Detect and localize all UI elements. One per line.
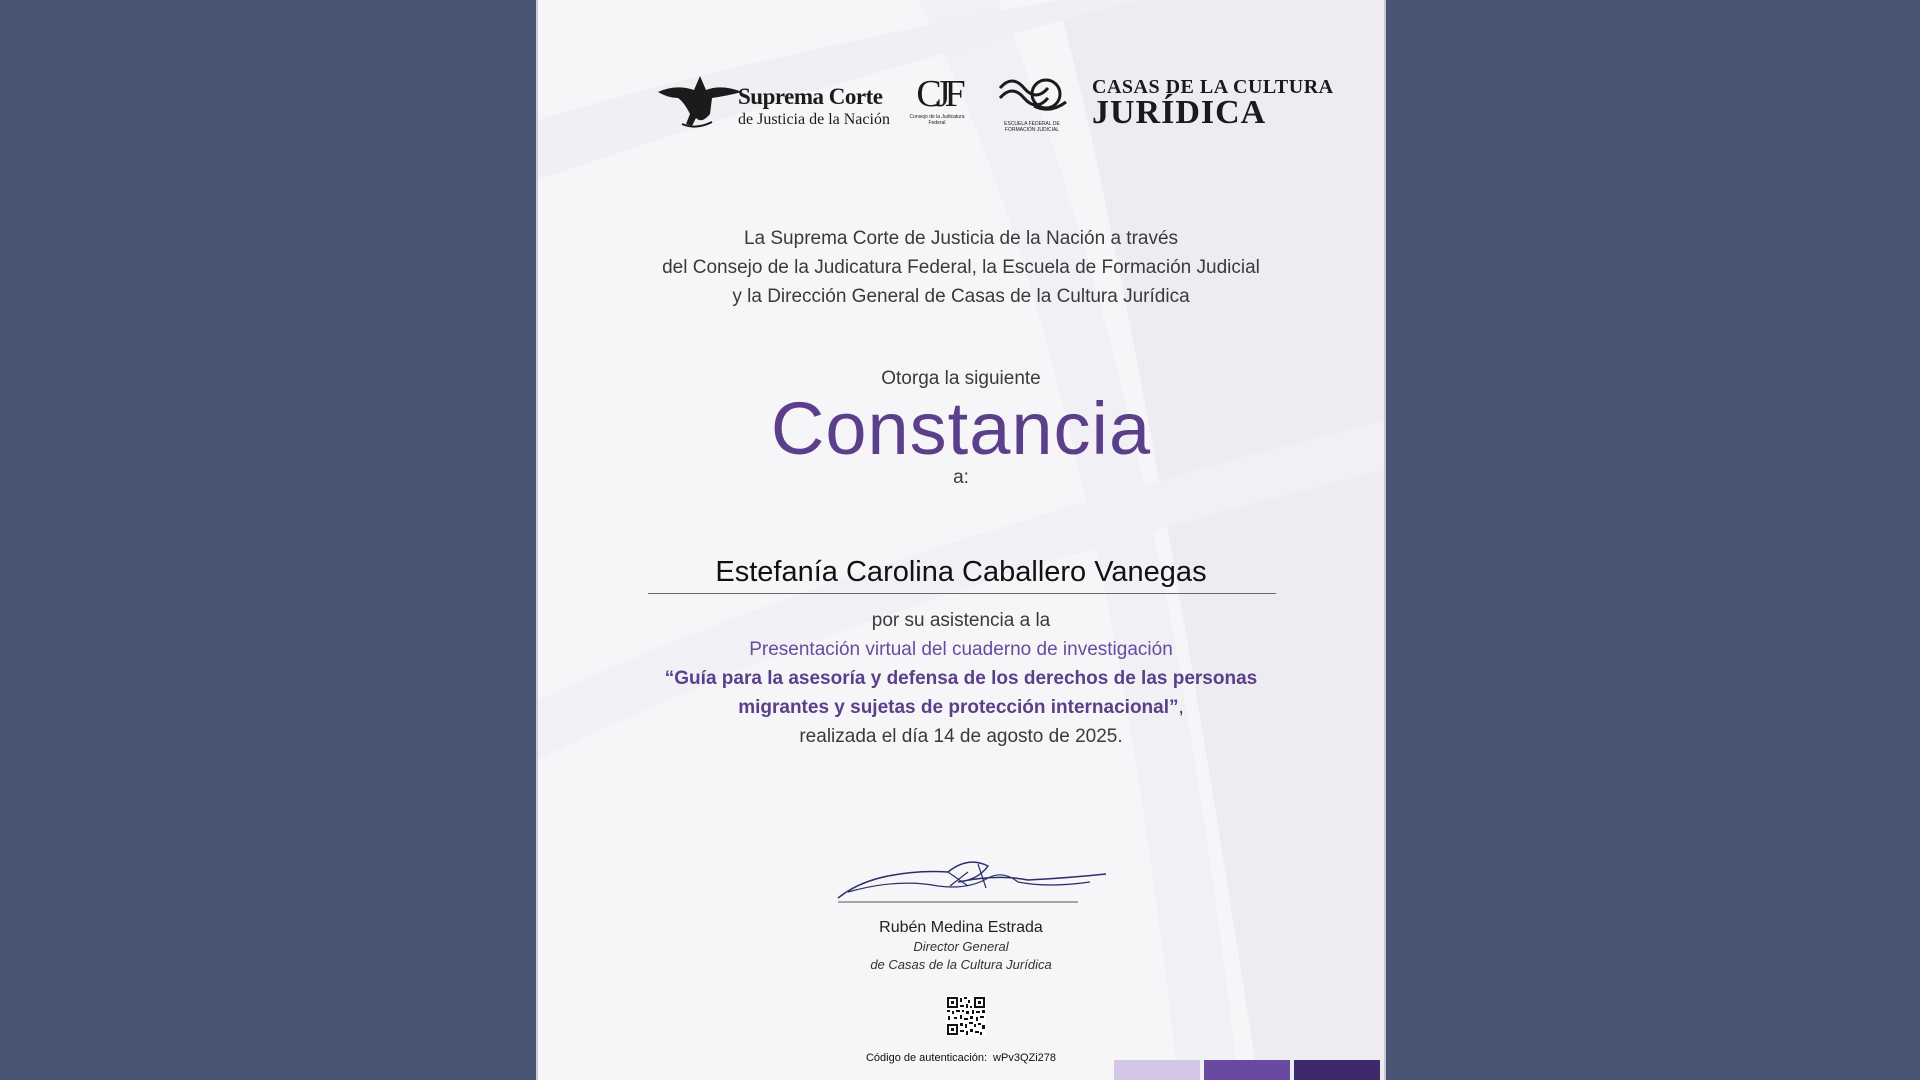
recipient-underline <box>648 593 1276 594</box>
decorative-bars <box>1114 1060 1384 1080</box>
cjf-logo <box>908 74 968 136</box>
intro-line: y la Dirección General de Casas de la Cultura Jurídica <box>732 286 1190 307</box>
cjf-logo-subtitle: Consejo de la Judicatura Federal <box>909 114 965 126</box>
recipient-name: Estefanía Carolina Caballero Vanegas <box>715 556 1207 588</box>
signer-role-line1: Director General <box>913 939 1009 954</box>
eagle-icon <box>656 74 744 132</box>
grant-text: Otorga la siguiente <box>881 368 1041 389</box>
scjn-logo-line1: Suprema Corte <box>738 84 883 109</box>
decorative-bar-medium <box>1204 1060 1290 1080</box>
ccj-logo <box>1092 74 1334 134</box>
cjf-logo-mark: CJF <box>916 73 960 115</box>
signer-name: Rubén Medina Estrada <box>879 919 1043 936</box>
auth-label: Código de autenticación: <box>865 1052 988 1064</box>
eff-logo <box>994 72 1070 136</box>
intro-text <box>538 224 1384 311</box>
signer-block <box>538 918 1384 974</box>
certificate-page <box>536 0 1386 1080</box>
intro-line: del Consejo de la Judicatura Federal, la Escuela de Formación Judicial <box>662 257 1260 278</box>
scjn-logo <box>656 74 890 134</box>
intro-line: La Suprema Corte de Justicia de la Nación a través <box>743 228 1179 249</box>
scjn-logo-line2: de Justicia de la Nación <box>738 111 890 128</box>
certificate-title: Constancia <box>770 387 1152 470</box>
ccj-logo-line1: CASAS DE LA CULTURA <box>1092 76 1334 98</box>
eff-wave-icon <box>994 72 1070 116</box>
event-title-line1: “Guía para la asesoría y defensa de los derechos de las personas <box>664 668 1258 689</box>
reason-text <box>538 606 1384 751</box>
decorative-bar-dark <box>1294 1060 1380 1080</box>
eff-logo-subtitle: ESCUELA FEDERAL DE FORMACIÓN JUDICIAL <box>1004 121 1060 133</box>
logos-header <box>538 70 1384 140</box>
qr-code <box>946 996 986 1036</box>
ccj-logo-line2: JURÍDICA <box>1092 94 1267 131</box>
auth-code: wPv3QZi278 <box>993 1052 1057 1064</box>
event-type: Presentación virtual del cuaderno de investigación <box>749 639 1173 660</box>
event-title-comma: , <box>1178 697 1184 718</box>
event-date: realizada el día 14 de agosto de 2025. <box>799 726 1123 747</box>
reason-line: por su asistencia a la <box>871 610 1051 631</box>
to-text: a: <box>953 467 969 488</box>
event-title-line2: migrantes y sujetas de protección internacional” <box>738 697 1179 718</box>
decorative-bar-light <box>1114 1060 1200 1080</box>
signature-image <box>828 852 1108 904</box>
signer-role-line2: de Casas de la Cultura Jurídica <box>870 957 1052 972</box>
